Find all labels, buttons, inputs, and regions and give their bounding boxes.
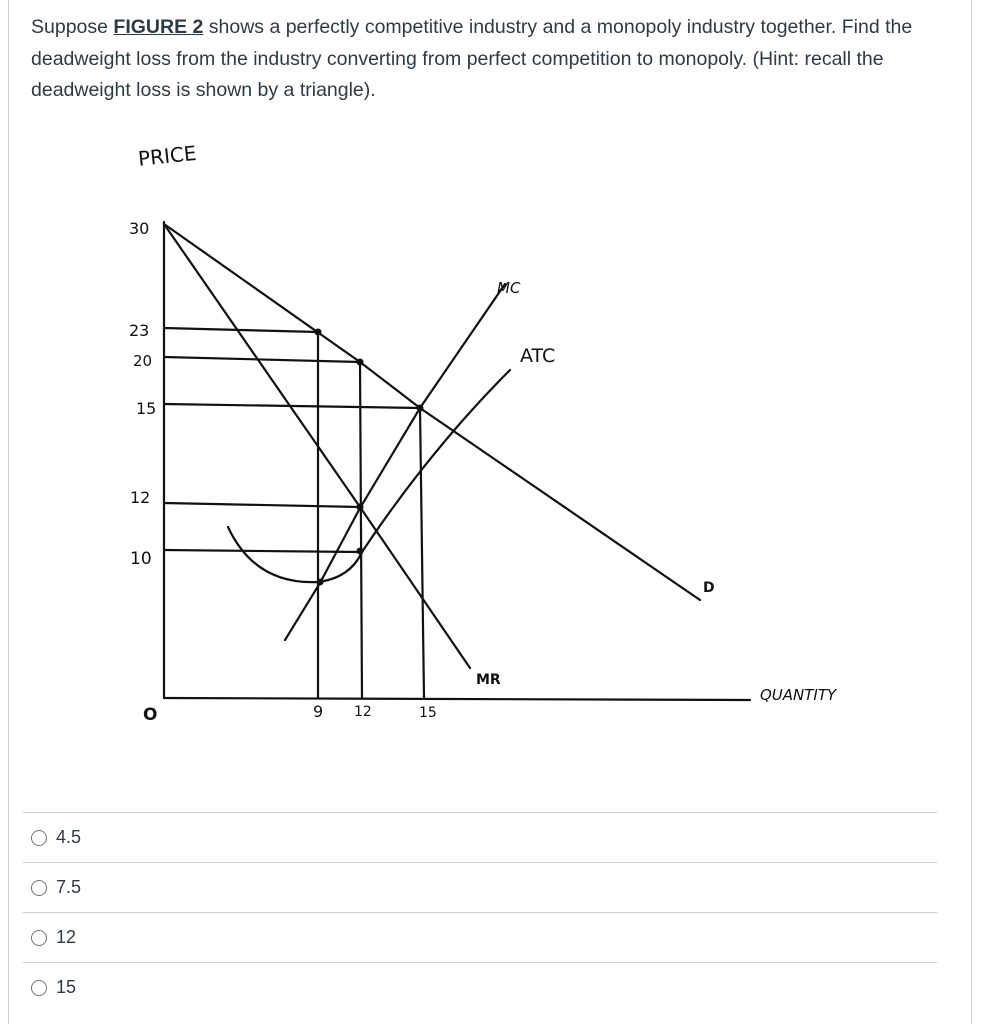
y-tick-30: 30 [129,219,150,238]
y-axis-label: PRICE [136,140,198,171]
answer-label: 7.5 [56,877,82,897]
demand-curve [164,224,700,600]
guide-price-23 [164,328,318,332]
x-tick-12: 12 [354,704,372,720]
y-tick-15: 15 [136,399,157,418]
answer-label: 4.5 [56,827,82,847]
point-12-12 [357,504,364,511]
demand-label: D [703,580,715,596]
answer-option[interactable] [23,862,937,912]
point-12-20 [357,359,364,366]
y-tick-23: 23 [129,321,150,340]
figure-reference: FIGURE 2 [113,16,204,38]
y-tick-20: 20 [133,352,153,370]
answer-label: 15 [56,977,77,997]
x-tick-origin: O [143,705,158,725]
answer-option[interactable] [23,812,937,862]
guide-qty-12 [360,362,362,698]
radio-button[interactable] [31,980,47,996]
mr-label: MR [476,672,501,688]
guide-qty-15 [420,408,424,698]
x-axis-label: QUANTITY [760,686,837,704]
question-suffix: shows a perfectly competitive industry and a monopoly industry together. Find the deadweight loss from the industry converting from perfect competition to monopoly. (Hint: recall the deadweight loss is shown by a triangle). [31,16,913,101]
point-9-10 [317,579,324,586]
x-axis [164,698,750,700]
answer-option[interactable] [23,962,937,1012]
point-15-15 [417,405,424,412]
answer-label: 12 [56,927,77,947]
atc-label: ATC [520,345,556,367]
guide-price-20 [164,357,360,362]
guide-price-12 [164,503,360,507]
x-tick-9: 9 [313,702,324,721]
answer-option[interactable] [23,912,937,962]
x-tick-15: 15 [419,705,437,721]
guide-price-10 [164,550,360,552]
mc-label: MC [497,279,521,297]
point-12-10 [357,548,364,555]
point-9-23 [315,329,322,336]
radio-button[interactable] [31,930,47,946]
answer-options [23,812,937,1012]
y-tick-12: 12 [130,488,151,507]
y-tick-10: 10 [130,549,152,569]
radio-button[interactable] [31,830,47,846]
radio-button[interactable] [31,880,47,896]
question-prefix: Suppose [31,16,114,38]
